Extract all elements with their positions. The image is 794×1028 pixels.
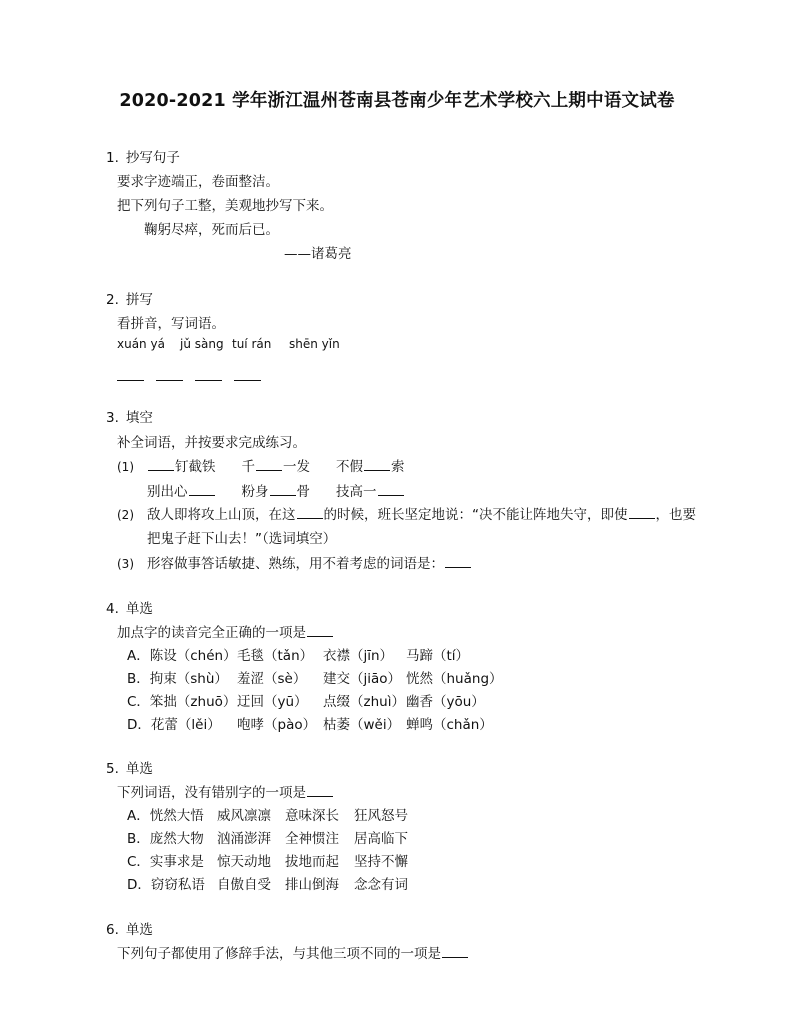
option-word: 居高临下 xyxy=(354,831,408,847)
instruction-text: 下列句子都使用了修辞手法，与其他三项不同的一项是 xyxy=(117,946,441,962)
option-word: 衣襟（jīn） xyxy=(323,648,394,664)
q4-option-b[interactable] xyxy=(127,667,503,687)
q4-instruction xyxy=(117,621,334,641)
option-word: B．拘束（shù） xyxy=(127,671,228,687)
option-word: 马蹄（tí） xyxy=(406,648,470,664)
fill-blank[interactable] xyxy=(189,482,215,496)
question-4-header xyxy=(106,597,153,617)
option-word: 毛毯（tǎn） xyxy=(237,648,314,664)
word-fragment: 骨 xyxy=(296,484,310,500)
option-word: C．笨拙（zhuō） xyxy=(127,694,237,710)
q2-pinyin-row xyxy=(117,337,340,351)
question-type: 拼写 xyxy=(125,292,153,308)
option-word: 坚持不懈 xyxy=(354,854,408,870)
word-fragment: 千 xyxy=(241,459,255,475)
q4-option-a[interactable] xyxy=(127,644,469,664)
fill-blank[interactable] xyxy=(297,505,323,519)
option-word: D．窃窃私语 xyxy=(127,877,205,893)
option-word: 威风凛凛 xyxy=(217,808,271,824)
q5-instruction xyxy=(117,781,334,801)
option-word: 点缀（zhuì） xyxy=(323,694,405,710)
q1-quote: 鞠躬尽瘁，死而后已。 xyxy=(144,222,279,238)
option-word: 拔地而起 xyxy=(285,854,339,870)
question-type: 填空 xyxy=(125,410,153,426)
word-fragment: 粉身 xyxy=(241,484,269,500)
question-5-header xyxy=(106,757,153,777)
pinyin-item: shēn yǐn xyxy=(289,337,340,351)
q2-instruction: 看拼音，写词语。 xyxy=(117,316,225,332)
pinyin-item: xuán yá xyxy=(117,337,165,351)
option-word: 惊天动地 xyxy=(217,854,271,870)
answer-blank[interactable] xyxy=(442,944,468,958)
q3-sub-2-row-1 xyxy=(117,503,696,523)
question-number: 2. xyxy=(106,292,119,308)
option-word: 咆哮（pào） xyxy=(237,717,317,733)
question-1-header xyxy=(106,146,180,166)
q5-option-c[interactable] xyxy=(127,850,408,870)
option-word: 恍然（huǎng） xyxy=(406,671,503,687)
word-fragment: 一发 xyxy=(283,459,310,475)
q6-instruction xyxy=(117,942,469,962)
option-word: 枯萎（wěi） xyxy=(323,717,401,733)
q3-sub-1-row-1 xyxy=(117,455,405,475)
fill-blank[interactable] xyxy=(270,482,296,496)
question-type: 单选 xyxy=(125,601,153,617)
sub-question-number: (1) xyxy=(117,460,134,474)
question-type: 抄写句子 xyxy=(125,150,180,166)
word-fragment: 索 xyxy=(391,459,405,475)
q1-line-1: 要求字迹端正，卷面整洁。 xyxy=(117,174,279,190)
option-word: 迂回（yū） xyxy=(237,694,308,710)
word-fragment: 钉截铁 xyxy=(175,459,216,475)
fill-blank[interactable] xyxy=(364,457,390,471)
question-6-header xyxy=(106,918,153,938)
option-word: 建交（jiāo） xyxy=(323,671,402,687)
option-word: 自傲自受 xyxy=(217,877,271,893)
q5-option-a[interactable] xyxy=(127,804,408,824)
option-word: A．恍然大悟 xyxy=(127,808,204,824)
question-number: 5. xyxy=(106,761,119,777)
sentence-fragment: 的时候，班长坚定地说：“决不能让阵地失守，即使 xyxy=(323,507,628,523)
q3-sub-3 xyxy=(117,552,472,572)
fill-blank[interactable] xyxy=(378,482,404,496)
option-word: 羞涩（sè） xyxy=(237,671,307,687)
pinyin-item: jǔ sàng xyxy=(180,337,224,351)
fill-blank[interactable] xyxy=(256,457,282,471)
word-fragment: 不假 xyxy=(336,459,363,475)
pinyin-item: tuí rán xyxy=(232,337,272,351)
option-word: D．花蕾（lěi） xyxy=(127,717,221,733)
fill-blank[interactable] xyxy=(629,505,655,519)
q3-sub-2-row-2: 把鬼子赶下山去！”（选词填空） xyxy=(147,531,337,547)
answer-blank[interactable] xyxy=(307,623,333,637)
question-type: 单选 xyxy=(125,761,153,777)
q2-answer-blanks xyxy=(117,372,273,388)
question-number: 1. xyxy=(106,150,119,166)
sentence-fragment: 形容做事答话敏捷、熟练，用不着考虑的词语是： xyxy=(147,556,444,572)
question-3-header xyxy=(106,406,153,426)
question-number: 3. xyxy=(106,410,119,426)
q1-line-2: 把下列句子工整，美观地抄写下来。 xyxy=(117,198,333,214)
answer-blank[interactable] xyxy=(307,783,333,797)
question-number: 4. xyxy=(106,601,119,617)
sentence-fragment: ，也要 xyxy=(655,507,696,523)
option-word: A．陈设（chén） xyxy=(127,648,237,664)
option-word: 意味深长 xyxy=(285,808,339,824)
option-word: C．实事求是 xyxy=(127,854,204,870)
question-2-header xyxy=(106,288,153,308)
fill-blank[interactable] xyxy=(148,457,174,471)
word-fragment: 别出心 xyxy=(147,484,188,500)
answer-blank[interactable] xyxy=(117,379,144,381)
q5-option-d[interactable] xyxy=(127,873,408,893)
q4-option-c[interactable] xyxy=(127,690,485,710)
question-number: 6. xyxy=(106,922,119,938)
q1-author: ——诸葛亮 xyxy=(284,246,352,262)
instruction-text: 下列词语，没有错别字的一项是 xyxy=(117,785,306,801)
option-word: 全神惯注 xyxy=(285,831,339,847)
option-word: B．庞然大物 xyxy=(127,831,204,847)
option-word: 汹涌澎湃 xyxy=(217,831,271,847)
question-type: 单选 xyxy=(125,922,153,938)
option-word: 念念有词 xyxy=(354,877,408,893)
option-word: 蝉鸣（chǎn） xyxy=(406,717,493,733)
fill-blank[interactable] xyxy=(445,554,471,568)
sentence-fragment: 敌人即将攻上山顶，在这 xyxy=(147,507,296,523)
q4-option-d[interactable] xyxy=(127,713,493,733)
sub-question-number: (2) xyxy=(117,508,134,522)
q3-instruction: 补全词语，并按要求完成练习。 xyxy=(117,435,306,451)
option-word: 狂风怒号 xyxy=(354,808,408,824)
answer-blank[interactable] xyxy=(156,379,183,381)
option-word: 幽香（yōu） xyxy=(406,694,485,710)
exam-title: 2020-2021 学年浙江温州苍南县苍南少年艺术学校六上期中语文试卷 xyxy=(119,91,675,111)
sub-question-number: (3) xyxy=(117,557,134,571)
answer-blank[interactable] xyxy=(234,379,261,381)
answer-blank[interactable] xyxy=(195,379,222,381)
q5-option-b[interactable] xyxy=(127,827,408,847)
word-fragment: 技高一 xyxy=(336,484,377,500)
option-word: 排山倒海 xyxy=(285,877,339,893)
instruction-text: 加点字的读音完全正确的一项是 xyxy=(117,625,306,641)
q3-sub-1-row-2 xyxy=(147,480,405,500)
